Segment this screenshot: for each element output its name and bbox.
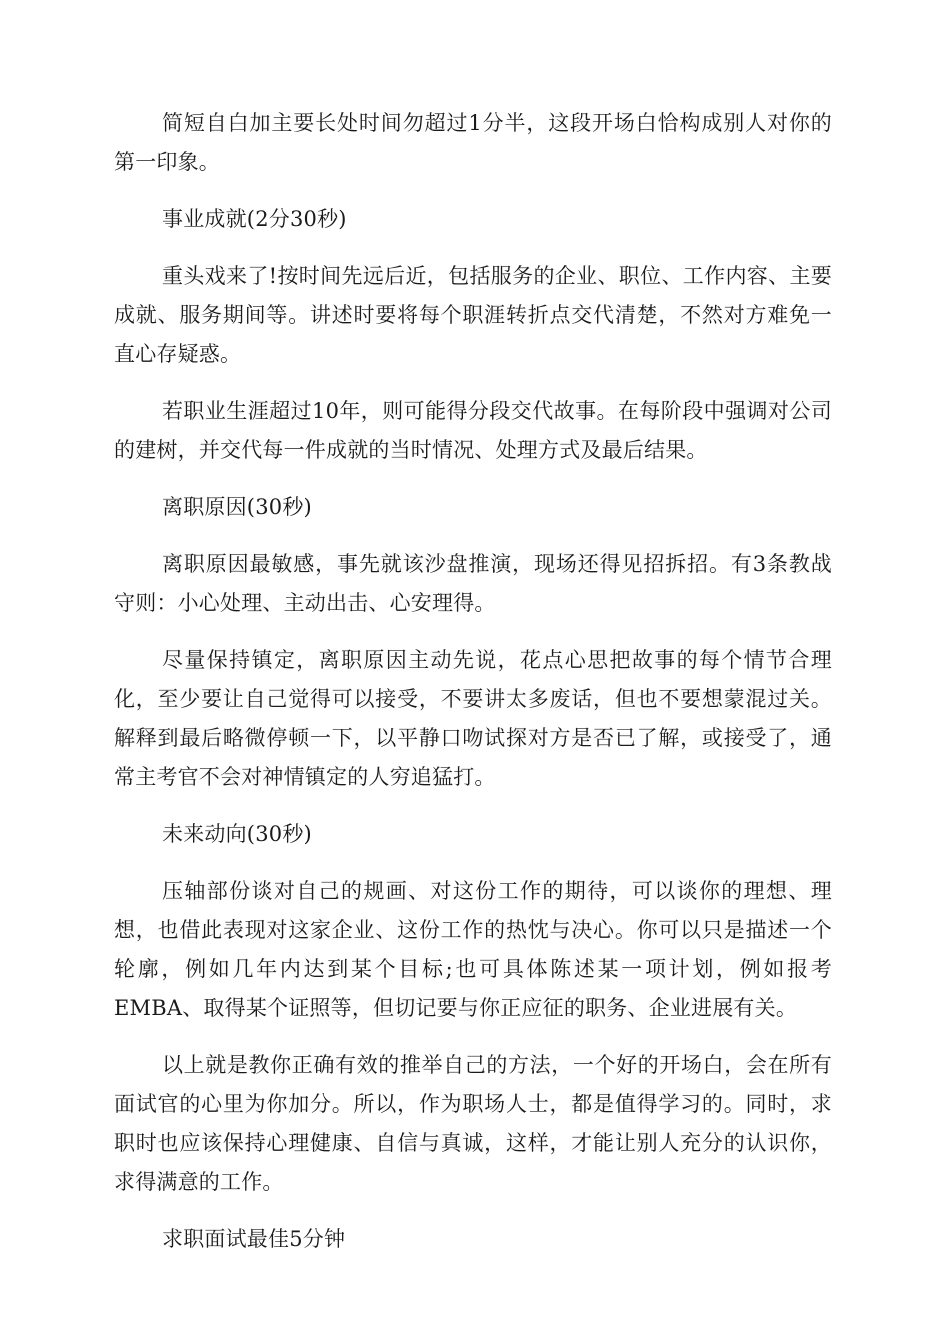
section-heading-future-plans: 未来动向(30秒) bbox=[162, 822, 312, 846]
paragraph-leaving-rules: 离职原因最敏感，事先就该沙盘推演，现场还得见招拆招。有3条教战守则：小心处理、主动出击、心安理得。 bbox=[114, 552, 832, 615]
paragraph-conclusion: 以上就是教你正确有效的推举自己的方法，一个好的开场白，会在所有面试官的心里为你加分。所以，作为职场人士，都是值得学习的。同时，求职时也应该保持心理健康、自信与真诚，这样，才能让别人充分的认识你，求得满意的工作。 bbox=[114, 1053, 832, 1194]
section-heading-best-five-minutes: 求职面试最佳5分钟 bbox=[162, 1227, 346, 1251]
paragraph-long-career: 若职业生涯超过10年，则可能得分段交代故事。在每阶段中强调对公司的建树，并交代每一件成就的当时情况、处理方式及最后结果。 bbox=[114, 399, 832, 462]
paragraph-career-details: 重头戏来了!按时间先远后近，包括服务的企业、职位、工作内容、主要成就、服务期间等。讲述时要将每个职涯转折点交代清楚，不然对方难免一直心存疑惑。 bbox=[114, 264, 832, 366]
paragraph-future-plans: 压轴部份谈对自己的规画、对这份工作的期待，可以谈你的理想、理想，也借此表现对这家企业、这份工作的热忱与决心。你可以只是描述一个轮廓，例如几年内达到某个目标;也可具体陈述某一项计划，例如报考EMBA、取得某个证照等，但切记要与你正应征的职务、企业进展有关。 bbox=[114, 879, 832, 1020]
document-body bbox=[114, 104, 832, 1277]
section-heading-career-achievements: 事业成就(2分30秒) bbox=[162, 207, 347, 231]
section-heading-leaving-reason: 离职原因(30秒) bbox=[162, 495, 312, 519]
paragraph-stay-calm: 尽量保持镇定，离职原因主动先说，花点心思把故事的每个情节合理化，至少要让自己觉得可以接受，不要讲太多废话，但也不要想蒙混过关。解释到最后略微停顿一下，以平静口吻试探对方是否已了解，或接受了，通常主考官不会对神情镇定的人穷追猛打。 bbox=[114, 648, 832, 789]
paragraph-intro-summary: 简短自白加主要长处时间勿超过1分半，这段开场白恰构成别人对你的第一印象。 bbox=[114, 111, 832, 174]
